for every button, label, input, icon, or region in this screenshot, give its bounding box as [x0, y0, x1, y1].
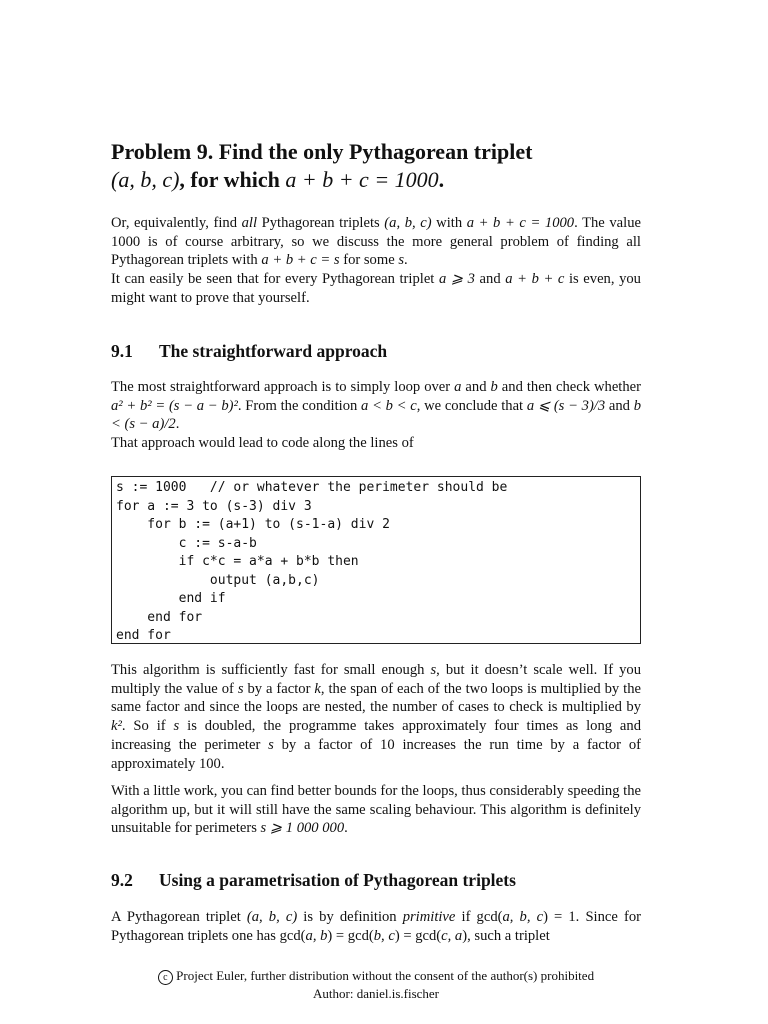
code-line: output (a,b,c)	[116, 572, 320, 588]
intro-paragraph: Or, equivalently, find all Pythagorean triplets (a, b, c) with a + b + c = 1000. The value 1000 is of course arbitrary, so we discuss the more general problem of finding all Pythagorean triplets with a + b + c = s for some s. It can easily be seen that for every Pythagorean triplet a ⩾ 3 and a + b + c is even, you might want to prove that yourself.	[111, 215, 641, 306]
footer-copyright: c Project Euler, further distribution without the consent of the author(s) prohibited	[111, 967, 641, 985]
code-line: end for	[116, 628, 171, 643]
section-heading-9-1: 9.1 The straightforward approach	[111, 341, 388, 361]
code-line: for b := (a+1) to (s-1-a) div 2	[116, 517, 390, 532]
code-line: s := 1000 // or whatever the perimeter should be	[116, 480, 508, 495]
section-heading-9-2: 9.2 Using a parametrisation of Pythagorean triplets	[111, 870, 516, 890]
footer-author: Author: daniel.is.fischer	[313, 986, 439, 1001]
code-listing	[111, 476, 641, 644]
section-9-1-paragraph-4: With a little work, you can find better bounds for the loops, thus considerably speeding the algorithm up, but it will still have the same scaling behaviour. This algorithm is definitely unsuitable for perimeters s ⩾ 1 000 000.	[111, 783, 641, 837]
code-line: if c*c = a*a + b*b then	[116, 554, 359, 569]
section-9-1-paragraph-3: This algorithm is sufficiently fast for small enough s, but it doesn’t scale well. If you multiply the value of s by a factor k, the span of each of the two loops is multiplied by the same factor and since the loops are nested, the number of cases to check is multiplied by k². So if s is doubled, the programme takes approximately four times as long and increasing the perimeter s by a factor of 10 increases the run time by a factor of approximately 100.	[111, 662, 642, 772]
code-line: end if	[116, 591, 226, 606]
problem-title: Problem 9. Find the only Pythagorean triplet (a, b, c), for which a + b + c = 1000.	[111, 139, 533, 192]
section-9-2-paragraph-1: A Pythagorean triplet (a, b, c) is by definition primitive if gcd(a, b, c) = 1. Since for Pythagorean triplets one has gcd(a, b) = gcd(b, c) = gcd(c, a), such a triplet	[111, 909, 641, 944]
section-9-1-paragraph-1: The most straightforward approach is to simply loop over a and b and then check whether a² + b² = (s − a − b)². From the condition a < b < c, we conclude that a ⩽ (s − 3)/3 and b < (s − a)/2. That approach would lead to code along the lines of	[111, 379, 641, 452]
code-line: c := s-a-b	[116, 535, 257, 551]
code-line: for a := 3 to (s-3) div 3	[116, 498, 312, 514]
page-footer	[111, 967, 641, 1002]
code-line: end for	[116, 609, 203, 625]
copyright-icon: c	[158, 970, 173, 985]
